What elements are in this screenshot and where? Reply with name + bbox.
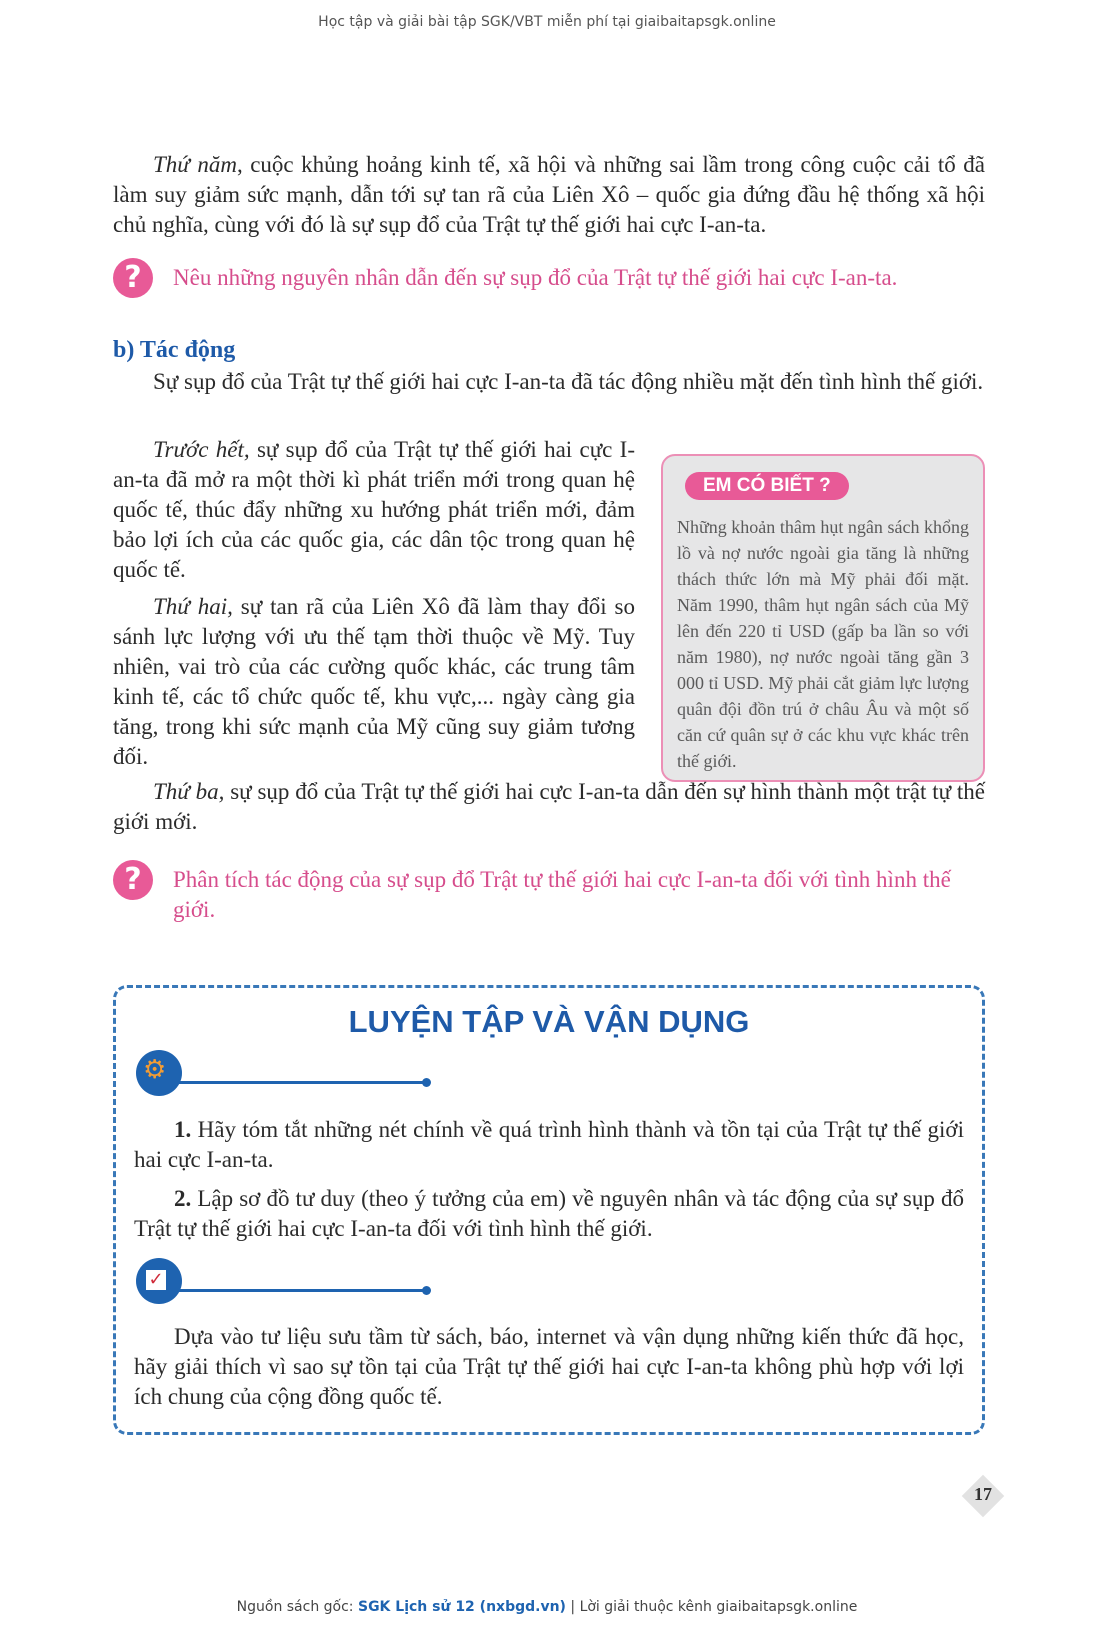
paragraph-text: sự sụp đổ của Trật tự thế giới hai cực I-an-ta đã mở ra một thời kì phát triển mới trong quan hệ quốc tế, thúc đẩy những xu hướng phát triển mới, đảm bảo lợi ích của các quốc gia, các dân tộc trong quan hệ quốc tế. [113,437,635,582]
exercise-number: 1. [174,1117,192,1142]
paragraph-lead: Thứ hai, [153,594,233,619]
footer-source-link[interactable]: SGK Lịch sử 12 (nxbgd.vn) [357,1599,566,1615]
paragraph-text: sự sụp đổ của Trật tự thế giới hai cực I-an-ta dẫn đến sự hình thành một trật tự thế giới mới. [113,779,985,834]
paragraph-lead: Trước hết, [153,437,250,462]
page-number [964,1477,1002,1515]
paragraph-text: , cuộc khủng hoảng kinh tế, xã hội và những sai lầm trong công cuộc cải tổ đã làm suy giảm sức mạnh, dẫn tới sự tan rã của Liên Xô – quốc gia đứng đầu hệ thống xã hội chủ nghĩa, cùng với đó là sự sụp đổ của Trật tự thế giới hai cực I-an-ta. [113,152,985,237]
exercise-2 [134,1184,964,1244]
paragraph-thu-nam [113,150,985,240]
apply-marker [136,1258,436,1306]
question-text: Phân tích tác động của sự sụp đổ Trật tự thế giới hai cực I-an-ta đối với tình hình thế giới. [173,867,951,922]
page-number-text: 17 [974,1484,992,1504]
paragraph-lead: Thứ ba, [153,779,225,804]
checklist-icon: ✓ [136,1258,182,1304]
exercise-number: 2. [174,1186,192,1211]
practice-section [113,985,985,1435]
paragraph-text: Sự sụp đổ của Trật tự thế giới hai cực I-an-ta đã tác động nhiều mặt đến tình hình thế giới. [153,369,984,394]
did-you-know-box [661,454,985,782]
exercise-text: Lập sơ đồ tư duy (theo ý tưởng của em) về nguyên nhân và tác động của sự sụp đổ Trật tự thế giới hai cực I-an-ta đối với tình hình thế giới. [134,1186,964,1241]
gears-icon: ⚙ [136,1050,182,1096]
paragraph-thu-ba [113,777,985,837]
question-block [113,258,985,298]
paragraph-text: sự tan rã của Liên Xô đã làm thay đổi so sánh lực lượng với ưu thế tạm thời thuộc về Mỹ. Tuy nhiên, vai trò của các cường quốc khác, các trung tâm kinh tế, các tổ chức quốc tế, khu vực,... ngày càng gia tăng, trong khi sức mạnh của Mỹ cũng suy giảm tương đối. [113,594,635,769]
page-header: Học tập và giải bài tập SGK/VBT miễn phí tại giaibaitapsgk.online [318,14,776,30]
question-icon: ? [113,258,153,298]
did-you-know-text: Những khoản thâm hụt ngân sách khổng lồ và nợ nước ngoài gia tăng là những thách thức lớn mà Mỹ phải đối mặt. Năm 1990, thâm hụt ngân sách của Mỹ lên đến 220 tỉ USD (gấp ba lần so với năm 1980), nợ nước ngoài tăng gần 3 000 tỉ USD. Mỹ phải cắt giảm lực lượng quân đội đồn trú ở châu Âu và một số căn cứ quân sự ở các khu vực khác trên thế giới. [677,517,969,771]
paragraph-thu-hai [113,592,635,772]
apply-exercise [134,1322,964,1412]
practice-title: LUYỆN TẬP VÀ VẬN DỤNG [348,1004,750,1039]
footer-suffix: | Lời giải thuộc kênh giaibaitapsgk.online [565,1599,858,1615]
section-heading: b) Tác động [113,337,236,363]
question-block [113,860,985,930]
practice-marker [136,1050,436,1098]
paragraph-intro [113,367,985,397]
exercise-text: Dựa vào tư liệu sưu tầm từ sách, báo, internet và vận dụng những kiến thức đã học, hãy giải thích vì sao sự tồn tại của Trật tự thế giới hai cực I-an-ta không phù hợp với lợi ích chung của cộng đồng quốc tế. [134,1324,964,1409]
question-icon: ? [113,860,153,900]
exercise-1 [134,1115,964,1175]
paragraph-lead: Thứ năm [153,152,237,177]
question-text: Nêu những nguyên nhân dẫn đến sự sụp đổ của Trật tự thế giới hai cực I-an-ta. [173,265,898,290]
footer-prefix: Nguồn sách gốc: [236,1599,358,1615]
page-footer [0,1599,1094,1615]
paragraph-truoc-het [113,435,635,585]
exercise-text: Hãy tóm tắt những nét chính về quá trình hình thành và tồn tại của Trật tự thế giới hai cực I-an-ta. [134,1117,964,1172]
did-you-know-tag: EM CÓ BIẾT ? [685,472,849,500]
